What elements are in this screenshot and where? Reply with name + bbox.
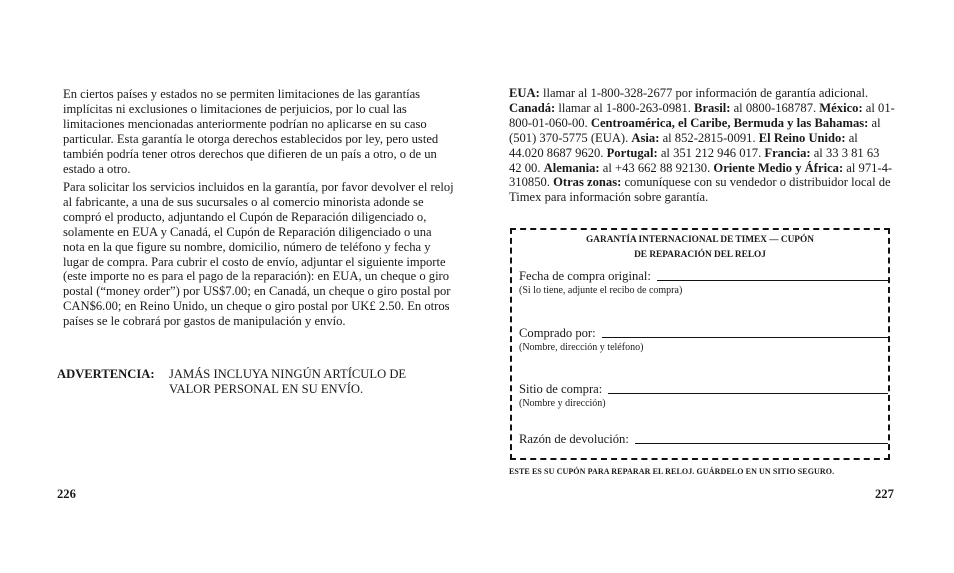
contact-region: Otras zonas: comuníquese con su vendedor o distribuidor local de Timex para información sobre garantía. (509, 175, 891, 205)
page-number-left: 226 (57, 487, 76, 501)
fill-line[interactable] (635, 443, 888, 444)
warning-text: JAMÁS INCLUYA NINGÚN ARTÍCULO DE VALOR PERSONAL EN SU ENVÍO. (169, 367, 407, 396)
contact-region: Canadá: llamar al 1-800-263-0981. (509, 100, 695, 115)
fill-line[interactable] (608, 393, 888, 394)
contact-region: El Reino Unido: al 44.020 8687 9620. (509, 130, 858, 160)
warranty-limitations-paragraph: En ciertos países y estados no se permiten limitaciones de las garantías implícitas ni exclusiones o limitaciones de perjuicios, por lo cual las limitaciones mencionadas anteriormente podrían no aplicarse en su caso particular. Esta garantía le otorga derechos establecidos por ley, pero usted también podría tener otros derechos que difieren de un país a otro, o de un estado a otro. (63, 87, 439, 176)
purchase-place-field[interactable] (519, 382, 888, 409)
fill-line[interactable] (657, 280, 888, 281)
coupon-footer-note: ESTE ES SU CUPÓN PARA REPARAR EL RELOJ. GUÁRDELO EN UN SITIO SEGURO. (509, 467, 835, 476)
repair-coupon (510, 228, 890, 460)
purchase-date-field[interactable] (519, 269, 888, 296)
field-hint: (Nombre y dirección) (519, 398, 606, 409)
warning-label: ADVERTENCIA: (57, 367, 155, 381)
field-hint: (Si lo tiene, adjunte el recibo de compra) (519, 285, 683, 296)
coupon-title-line-1: GARANTÍA INTERNACIONAL DE TIMEX — CUPÓN (586, 235, 814, 245)
field-label: Sitio de compra: (519, 382, 603, 396)
purchased-by-field[interactable] (519, 326, 888, 353)
contact-region: México: al 01-800-01-060-00. (509, 100, 895, 130)
contact-region: Asia: al 852-2815-0091. (631, 130, 759, 145)
field-label: Fecha de compra original: (519, 269, 651, 283)
service-request-paragraph: Para solicitar los servicios incluidos en la garantía, por favor devolver el reloj al fabricante, a una de sus sucursales o al comercio minorista adonde se compró el producto, adjuntando el Cupón de Reparación diligenciado o, solamente en EUA y Canadá, el Cupón de Reparación diligenciado o una nota en la que figure su nombre, domicilio, número de teléfono y fecha y lugar de compra. Para cubrir el costo de envío, adjuntar el siguiente importe (este importe no es para el pago de la reparación): en EUA, un cheque o giro postal (“money order”) por US$7.00; en Canadá, un cheque o giro postal por CAN$6.00; en Reino Unido, un cheque o giro postal por UK£ 2.50. En otros países se le cobrará por gastos de manipulación y envío. (63, 180, 454, 329)
contact-region: Brasil: al 0800-168787. (694, 100, 820, 115)
contact-region: Portugal: al 351 212 946 017. (606, 145, 765, 160)
field-label: Comprado por: (519, 326, 596, 340)
contact-region: EUA: llamar al 1-800-328-2677 por información de garantía adicional. (509, 86, 869, 100)
fill-line[interactable] (602, 337, 888, 338)
contact-region: Francia: al 33 3 81 63 42 00. (509, 145, 880, 175)
coupon-title-line-2: DE REPARACIÓN DEL RELOJ (634, 249, 766, 260)
page-number-right: 227 (875, 487, 894, 501)
coupon-title (512, 233, 888, 262)
contact-list (509, 86, 895, 205)
contact-region: Oriente Medio y África: al 971-4-310850. (509, 160, 893, 190)
contact-region: Alemania: al +43 662 88 92130. (543, 160, 714, 175)
return-reason-field[interactable] (519, 432, 888, 447)
field-label: Razón de devolución: (519, 432, 629, 446)
contact-region: Centroamérica, el Caribe, Bermuda y las Bahamas: al (501) 370-5775 (EUA). (509, 115, 881, 145)
field-hint: (Nombre, dirección y teléfono) (519, 342, 644, 353)
